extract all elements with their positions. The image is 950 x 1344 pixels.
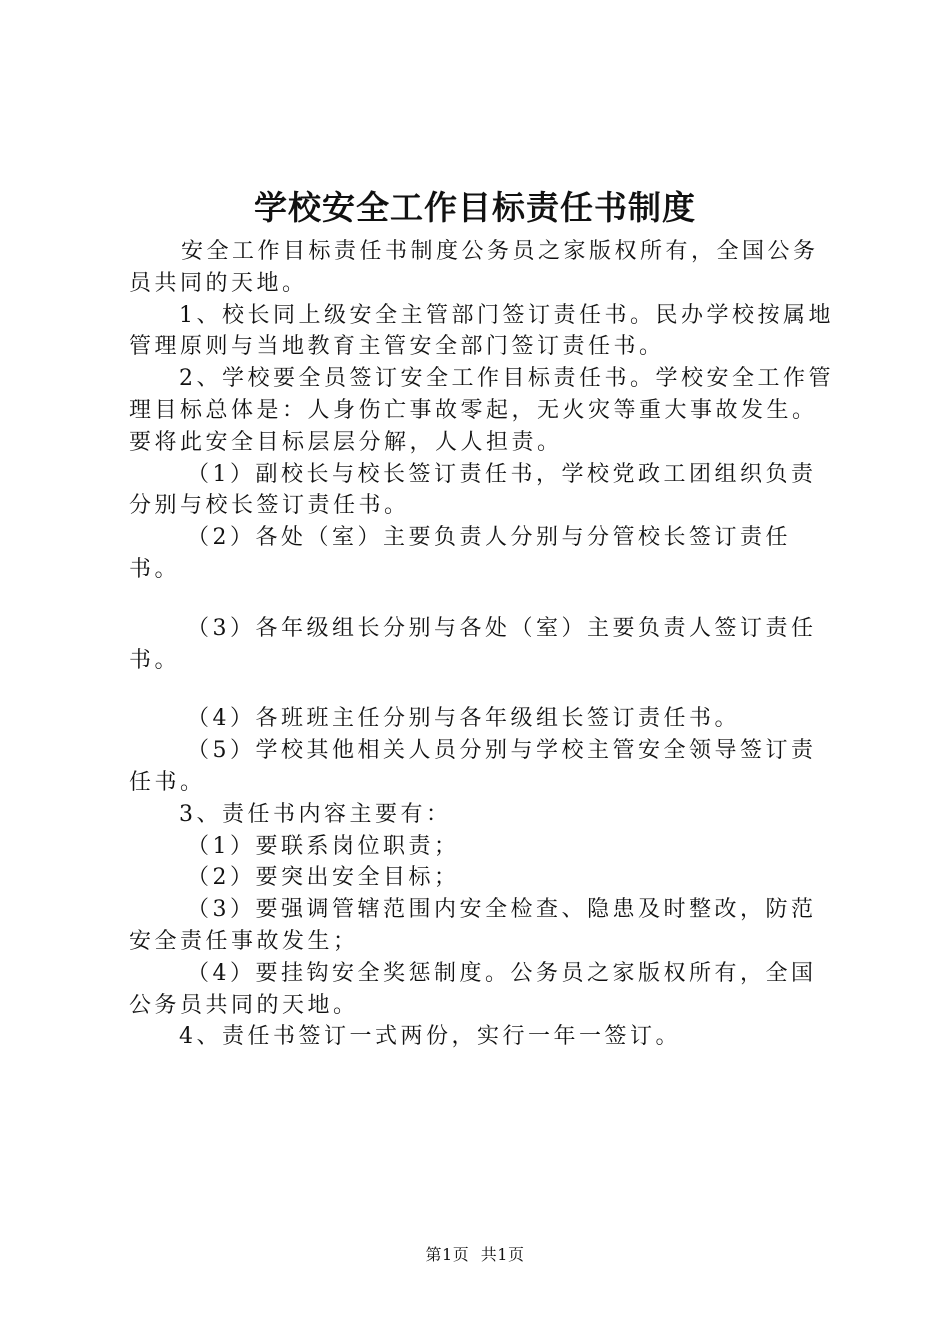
document-title: 学校安全工作目标责任书制度 <box>254 188 696 227</box>
clause-2-paragraph: 2、学校要全员签订安全工作目标责任书。学校安全工作管理目标总体是：人身伤亡事故零起，无火灾等重大事故发生。要将此安全目标层层分解，人人担责。 <box>129 366 834 455</box>
clause-3-paragraph: 3、责任书内容主要有： <box>179 801 452 827</box>
document-body <box>129 236 841 1053</box>
page-footer <box>0 1244 950 1266</box>
clause-3-item-1: （1）要联系岗位职责； <box>187 833 460 859</box>
clause-2-item-1: （1）副校长与校长签订责任书，学校党政工团组织负责分别与校长签订责任书。 <box>129 461 817 519</box>
clause-2-item-3: （3）各年级组长分别与各处（室）主要负责人签订责任书。 <box>129 615 817 673</box>
page-total: 共1页 <box>480 1245 525 1264</box>
paragraph-spacer <box>129 586 841 613</box>
clause-2-item-2: （2）各处（室）主要负责人分别与分管校长签订责任书。 <box>129 525 791 582</box>
clause-3-item-2: （2）要突出安全目标； <box>187 865 460 891</box>
clause-4-paragraph: 4、责任书签订一式两份，实行一年一签订。 <box>179 1024 681 1050</box>
clause-3-item-3: （3）要强调管辖范围内安全检查、隐患及时整改，防范安全责任事故发生； <box>129 897 817 954</box>
clause-2-item-4: （4）各班班主任分别与各年级组长签订责任书。 <box>187 706 740 732</box>
page-number: 第1页 <box>425 1245 470 1264</box>
intro-paragraph: 安全工作目标责任书制度公务员之家版权所有，全国公务员共同的天地。 <box>129 239 819 296</box>
paragraph-spacer <box>129 676 841 703</box>
clause-2-item-5: （5）学校其他相关人员分别与学校主管安全领导签订责任书。 <box>129 738 817 795</box>
clause-3-item-4: （4）要挂钩安全奖惩制度。公务员之家版权所有，全国公务员共同的天地。 <box>129 960 817 1018</box>
clause-1-paragraph: 1、校长同上级安全主管部门签订责任书。民办学校按属地管理原则与当地教育主管安全部门签订责任书。 <box>129 302 834 360</box>
